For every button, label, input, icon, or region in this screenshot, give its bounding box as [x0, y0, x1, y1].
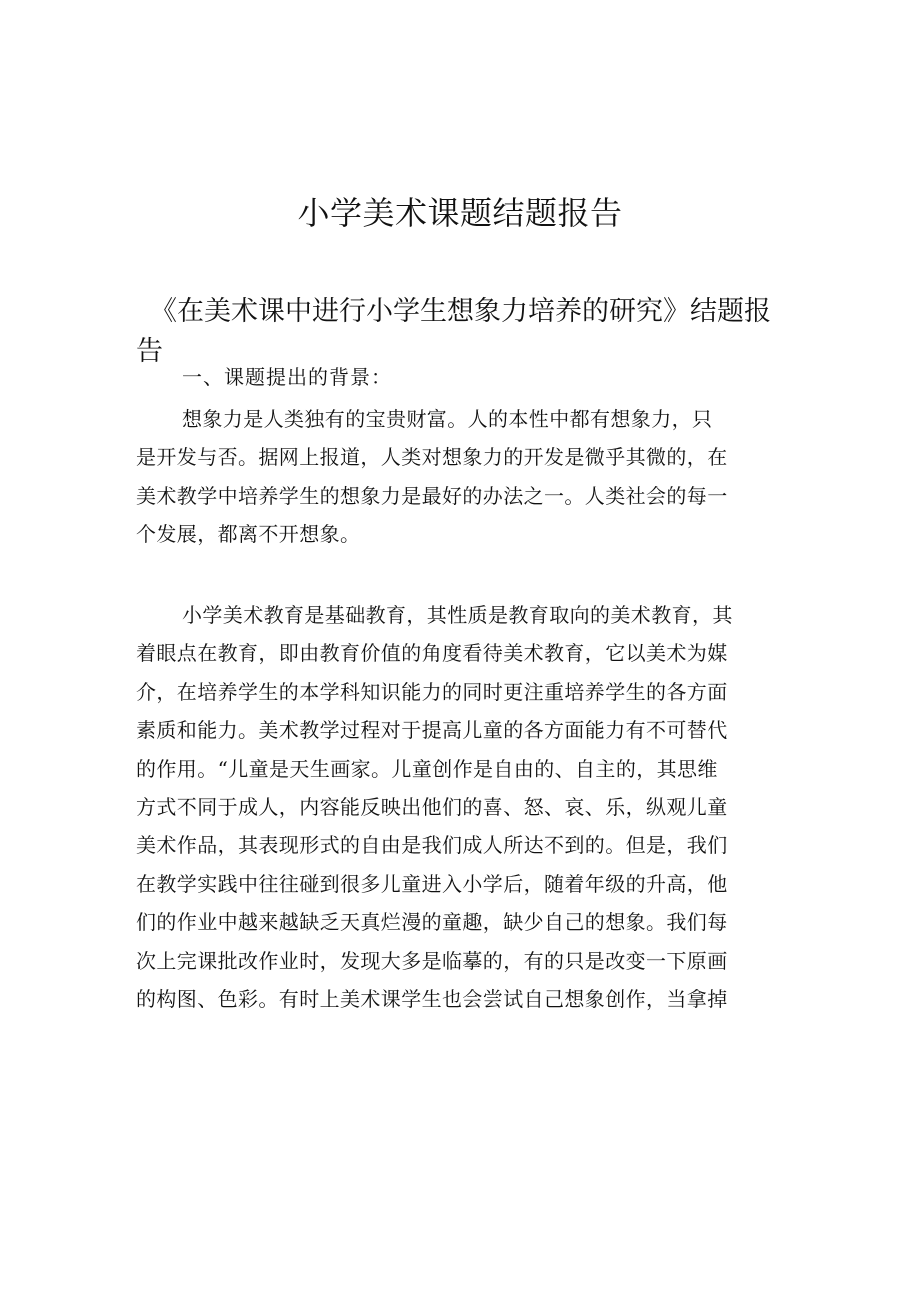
paragraph-line: 在教学实践中往往碰到很多儿童进入小学后，随着年级的升高，他	[136, 871, 728, 896]
paragraph-line: 个发展，都离不开想象。	[136, 522, 361, 547]
paragraph-art-education	[136, 596, 796, 1018]
paragraph-line: 介，在培养学生的本学科知识能力的同时更注重培养学生的各方面	[136, 679, 728, 704]
paragraph-line: 着眼点在教育，即由教育价值的角度看待美术教育，它以美术为媒	[136, 641, 728, 666]
paragraph-line: 们的作业中越来越缺乏天真烂漫的童趣，缺少自己的想象。我们每	[136, 910, 728, 935]
paragraph-line: 的作用。“儿童是天生画家。儿童创作是自由的、自主的，其思维	[136, 756, 718, 781]
section-heading-background: 一、课题提出的背景：	[182, 365, 392, 389]
paragraph-line: 是开发与否。据网上报道，人类对想象力的开发是微乎其微的，在	[136, 445, 728, 470]
document-title: 小学美术课题结题报告	[297, 194, 623, 233]
paragraph-line: 次上完课批改作业时，发现大多是临摹的，有的只是改变一下原画	[136, 948, 728, 973]
paragraph-line: 美术教学中培养学生的想象力是最好的办法之一。人类社会的每一	[136, 483, 728, 508]
paragraph-line: 的构图、色彩。有时上美术课学生也会尝试自己想象创作，当拿掉	[136, 986, 728, 1011]
paragraph-line: 方式不同于成人，内容能反映出他们的喜、怒、哀、乐，纵观儿童	[136, 794, 728, 819]
paragraph-line: 小学美术教育是基础教育，其性质是教育取向的美术教育，其	[182, 603, 733, 627]
report-subtitle-line: 《在美术课中进行小学生想象力培养的研究》结题报	[150, 296, 771, 328]
paragraph-line: 美术作品，其表现形式的自由是我们成人所达不到的。但是，我们	[136, 833, 728, 858]
report-subtitle	[136, 292, 816, 372]
report-subtitle-line: 告	[136, 336, 163, 368]
paragraph-line: 想象力是人类独有的宝贵财富。人的本性中都有想象力，只	[182, 407, 713, 431]
paragraph-line: 素质和能力。美术教学过程对于提高儿童的各方面能力有不可替代	[136, 718, 728, 743]
paragraph-imagination-value	[136, 400, 796, 554]
